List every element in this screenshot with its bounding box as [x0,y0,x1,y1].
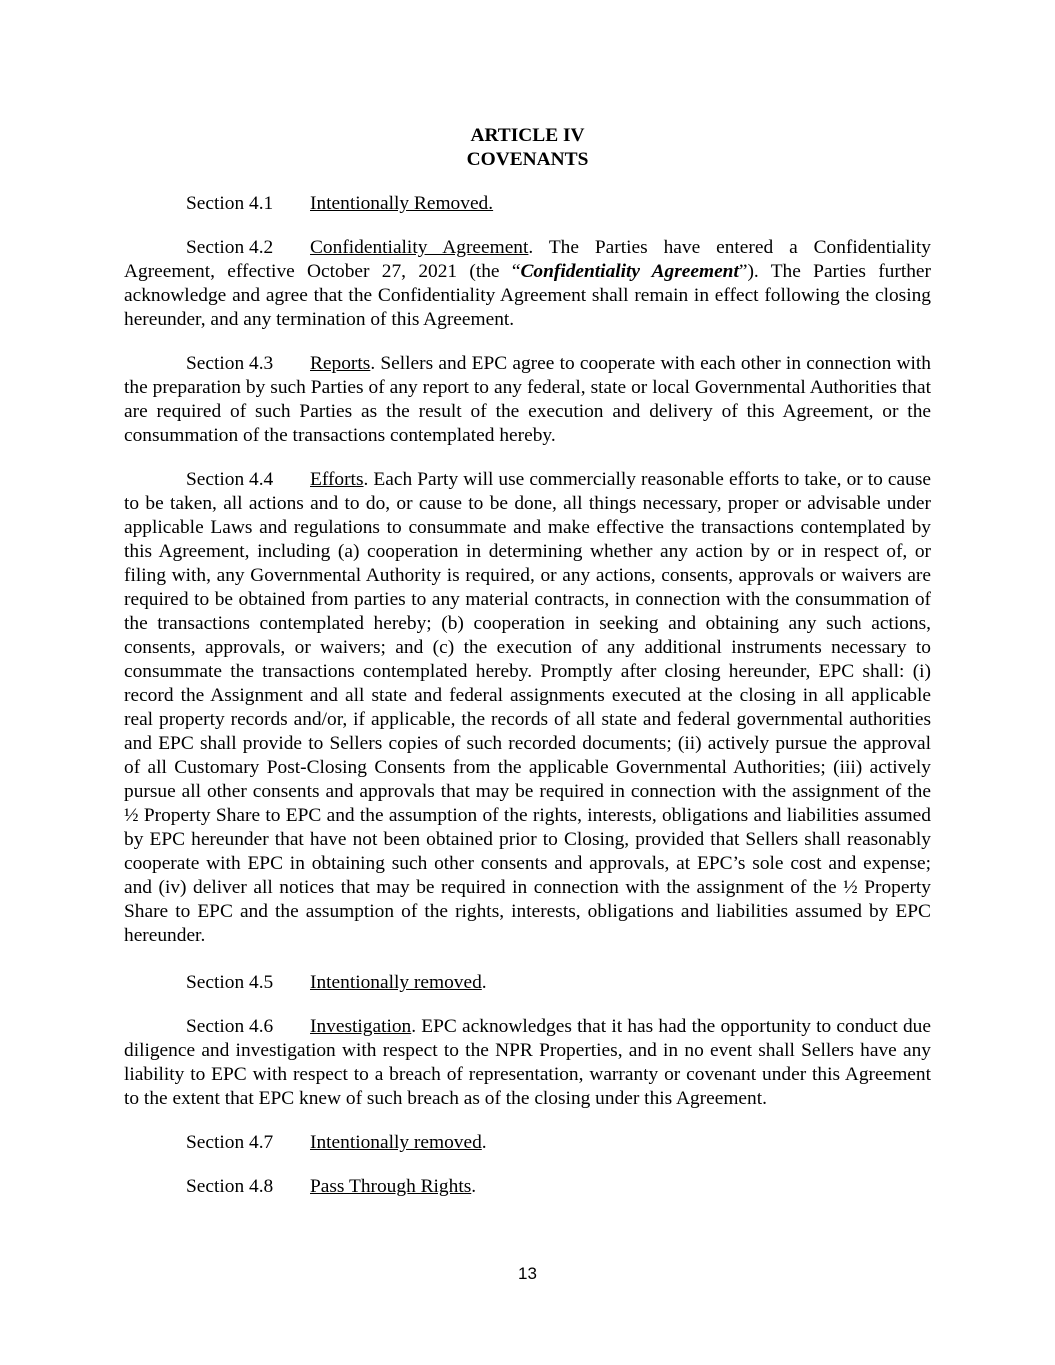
section-title: Intentionally Removed. [310,193,494,214]
section-number: Section 4.4 [186,469,274,490]
section-text: . Each Party will use commercially reasonable efforts to take, or to cause to be taken, all actions and to do, or cause to be done, all things necessary, proper or advisable under applicable Laws and regulations to consummate and make effective the transactions contemplated by this Agreement, including (a) cooperation in determining whether any action by or in respect of, or filing with, any Governmental Authority is required, or any actions, consents, approvals or waivers are required to be obtained from parties to any material contracts, in connection with the consummation of the transactions contemplated hereby; (b) cooperation in seeking and obtaining any such actions, consents, approvals, or waivers; and (c) the execution of any additional instruments necessary to consummate the transactions contemplated hereby. Promptly after closing hereunder, EPC shall: (i) record the Assignment and all state and federal assignments executed at the closing in all applicable real property records and/or, if applicable, the records of all state and federal governmental authorities and EPC shall provide to Sellers copies of such recorded documents; (ii) actively pursue the approval of all Customary Post-Closing Consents from the applicable Governmental Authorities; (iii) actively pursue all other consents and approvals that may be required in connection with the assignment of the ½ Property Share to EPC and the assumption of the rights, interests, obligations and liabilities assumed by EPC hereunder that have not been obtained prior to Closing, provided that Sellers shall reasonably cooperate with EPC in obtaining such other consents and approvals, at EPC’s sole cost and expense; and (iv) deliver all notices that may be required in connection with the assignment of the ½ Property Share to EPC and the assumption of the rights, interests, obligations and liabilities assumed by EPC hereunder. [124,469,931,946]
section-title: Confidentiality Agreement [310,237,529,258]
article-title: COVENANTS [466,149,589,170]
section-text: . EPC acknowledges that it has had the opportunity to conduct due diligence and investigation with respect to the NPR Properties, and in no event shall Sellers have any liability to EPC with respect to a breach of representation, warranty or covenant under this Agreement to the extent that EPC knew of such breach as of the closing under this Agreement. [124,1016,931,1109]
section-text: . The Parties have entered a Confidentiality Agreement, effective October 27, 2021 (the “ [124,237,931,282]
document-page [124,124,931,1199]
section-4-6 [124,1015,931,1111]
section-number: Section 4.6 [186,1016,274,1037]
section-4-4 [124,468,931,948]
section-number: Section 4.1 [186,193,274,214]
article-number: ARTICLE IV [470,125,585,146]
section-title: Pass Through Rights [310,1176,472,1197]
section-4-5 [124,971,931,995]
defined-term: Confidentiality Agreement [520,261,739,282]
section-4-8 [124,1175,931,1199]
section-4-3 [124,352,931,448]
section-text: . [481,972,487,993]
section-4-1 [124,192,931,216]
section-number: Section 4.7 [186,1132,274,1153]
page-number: 13 [518,1264,537,1283]
section-number: Section 4.8 [186,1176,274,1197]
section-text: . Sellers and EPC agree to cooperate with each other in connection with the preparation by such Parties of any report to any federal, state or local Governmental Authorities that are required of such Parties as the result of the execution and delivery of this Agreement, or the consummation of the transactions contemplated hereby. [124,353,931,446]
section-title: Intentionally removed [310,1132,482,1153]
section-title: Intentionally removed [310,972,482,993]
article-heading [124,124,931,172]
section-text: . [481,1132,487,1153]
section-4-7 [124,1131,931,1155]
section-number: Section 4.3 [186,353,274,374]
section-text: . [471,1176,477,1197]
section-number: Section 4.2 [186,237,274,258]
section-title: Efforts [310,469,364,490]
section-title: Investigation [310,1016,412,1037]
section-text: ”). The Parties further acknowledge and agree that the Confidentiality Agreement shall remain in effect following the closing hereunder, and any termination of this Agreement. [124,261,931,330]
section-title: Reports [310,353,371,374]
section-number: Section 4.5 [186,972,274,993]
section-4-2 [124,236,931,332]
